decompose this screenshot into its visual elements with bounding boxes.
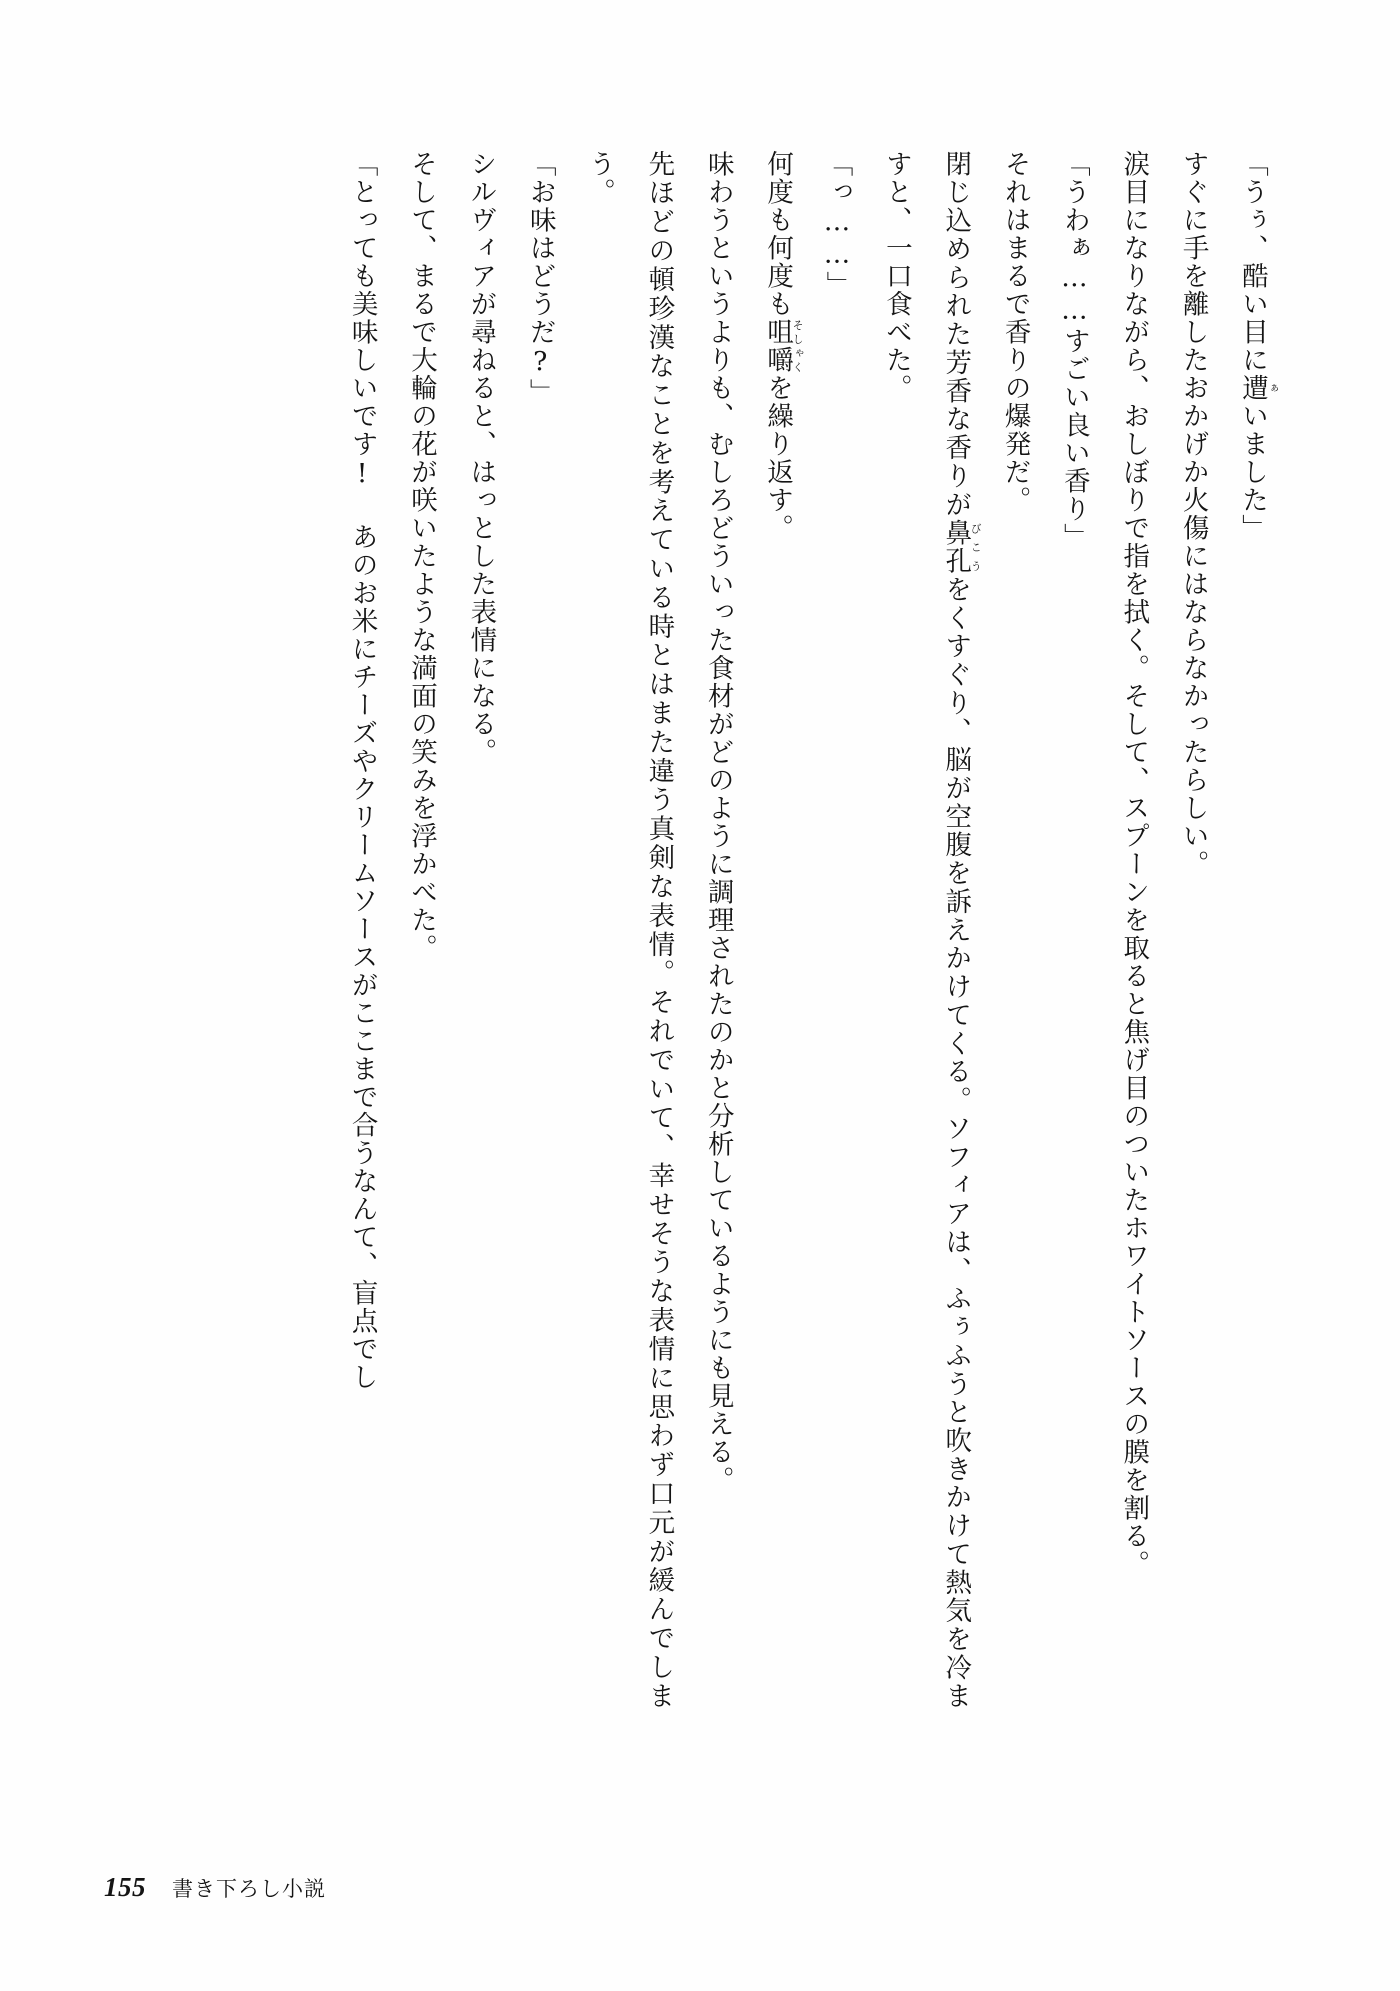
running-title: 書き下ろし小説 (172, 1877, 326, 1901)
ruby-group: 咀嚼そしゃく (762, 318, 805, 374)
vertical-text-body (172, 150, 1282, 1710)
paragraph: 涙目になりながら、おしぼりで指を拭く。そして、スプーンを取ると焦げ目のついたホワイトソースの膜を割る。 (1118, 150, 1150, 1578)
ruby-reading: びこう (969, 518, 983, 576)
paragraph: 先ほどの頓珍漢なことを考えている時とはまた違う真剣な表情。それでいて、幸せそうな表情に思わず口元が緩んでしまう。 (584, 150, 675, 1710)
page-number: 155 (104, 1872, 146, 1902)
ruby-reading: ぁ (1266, 374, 1279, 402)
paragraph: 「うわぁ……すごい良い香り」 (1058, 150, 1090, 551)
ruby-group: 遭ぁ (1237, 374, 1279, 402)
ruby-group: 鼻孔びこう (940, 518, 983, 576)
paragraph: すぐに手を離したおかげか火傷にはならなかったらしい。 (1177, 150, 1209, 878)
paragraph: 閉じ込められた芳香な香りが鼻孔びこうをくすぐり、脳が空腹を訴えかけてくる。ソフィアは、ふぅふうと吹きかけて熱気を冷ますと、一口食べた。 (880, 150, 983, 1711)
page-footer (104, 1872, 326, 1903)
paragraph: 何度も何度も咀嚼そしゃくを繰り返す。 (762, 150, 805, 542)
paragraph: 「うぅ、酷い目に遭ぁいました」 (1237, 150, 1279, 542)
paragraph: 味わうというよりも、むしろどういった食材がどのように調理されたのかと分析しているようにも見える。 (702, 150, 734, 1494)
paragraph: 「お味はどうだ?」 (524, 150, 556, 407)
paragraph: 「っ……」 (821, 150, 853, 299)
paragraph: それはまるで香りの爆発だ。 (999, 150, 1031, 514)
ruby-reading: そしゃく (791, 318, 805, 374)
paragraph: そして、まるで大輪の花が咲いたような満面の笑みを浮かべた。 (405, 150, 437, 962)
paragraph: シルヴィアが尋ねると、はっとした表情になる。 (465, 150, 497, 766)
paragraph: 「とっても美味しいです! あのお米にチーズやクリームソースがここまで合うなんて、盲点でし (346, 150, 378, 1391)
